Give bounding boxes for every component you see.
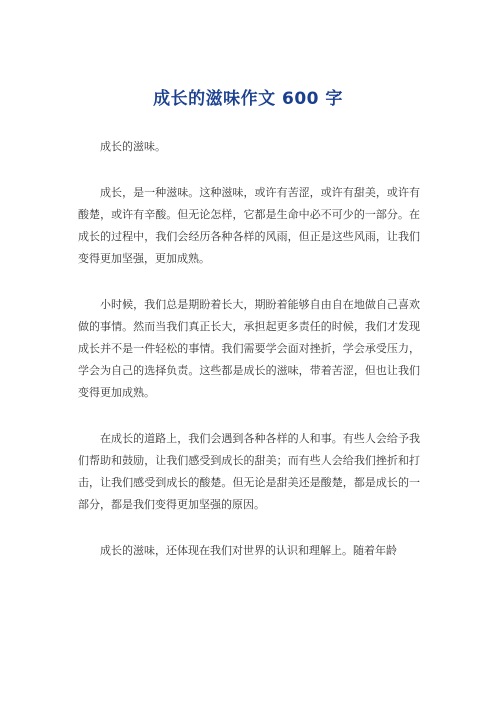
paragraph-1: 成长的滋味。 (100, 140, 166, 153)
paragraph-2: 成长，是一种滋味。这种滋味，或许有苦涩，或许有甜美，或许有酸楚，或许有辛酸。但无论怎样，它都是生命中必不可少的一部分。在成长的过程中，我们会经历各种各样的风雨，但正是这些风雨，让我们变得更加坚强，更加成熟。 (78, 186, 420, 265)
paragraph-3: 小时候，我们总是期盼着长大，期盼着能够自由自在地做自己喜欢做的事情。然而当我们真正长大，承担起更多责任的时候，我们才发现成长并不是一件轻松的事情。我们需要学会面对挫折，学会承受压力，学会为自己的选择负责。这些都是成长的滋味，带着苦涩，但也让我们变得更加成熟。 (78, 298, 420, 399)
article-body (78, 136, 420, 586)
paragraph-4: 在成长的道路上，我们会遇到各种各样的人和事。有些人会给予我们帮助和鼓励，让我们感受到成长的甜美；而有些人会给我们挫折和打击，让我们感受到成长的酸楚。但无论是甜美还是酸楚，都是成长的一部分，都是我们变得更加坚强的原因。 (78, 432, 420, 511)
page-title: 成长的滋味作文 600 字 (153, 89, 343, 109)
paragraph-5: 成长的滋味，还体现在我们对世界的认识和理解上。随着年龄 (100, 544, 397, 557)
